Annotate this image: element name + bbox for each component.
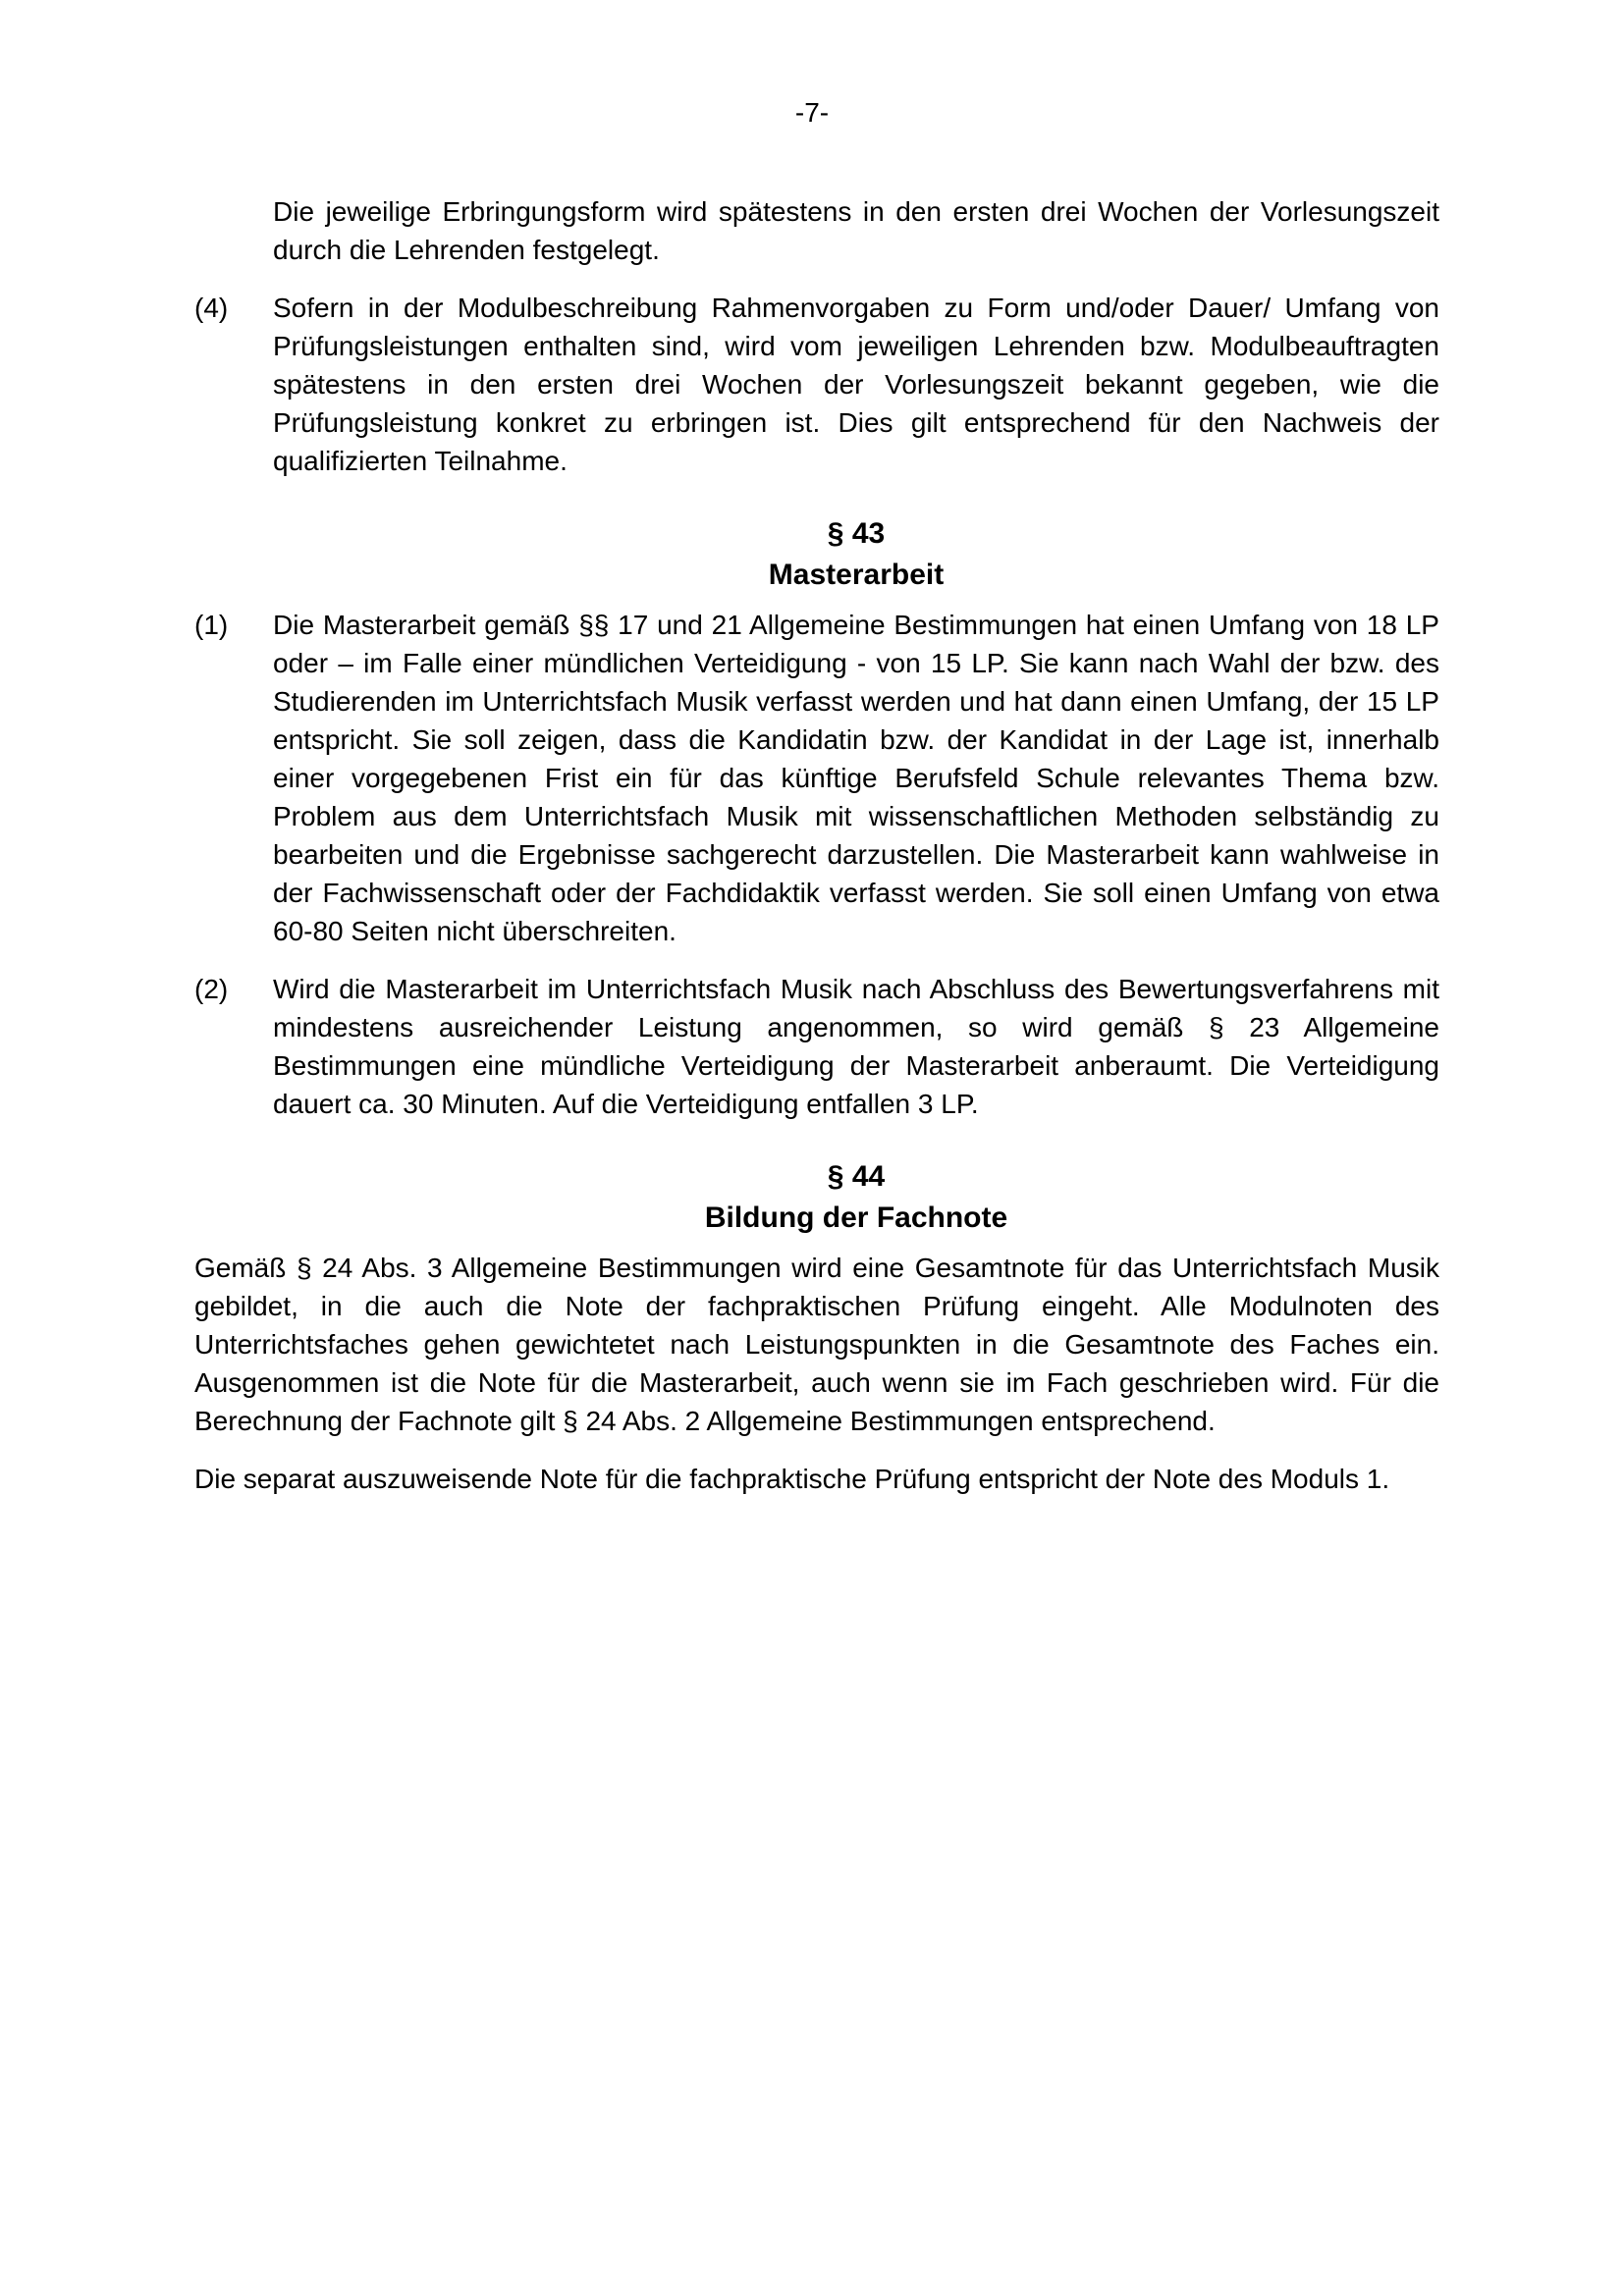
- item-number: (4): [194, 293, 229, 323]
- section-43-item-2: [194, 970, 1439, 1123]
- section-43-number: § 43: [827, 517, 886, 550]
- section-44-title: Bildung der Fachnote: [704, 1201, 1008, 1234]
- section-44-heading: [194, 1156, 1439, 1239]
- item-text: Wird die Masterarbeit im Unterrichtsfach Musik nach Abschluss des Bewertungsverfahrens mit mindestens ausreichender Leistung angenommen, so wird gemäß § 23 Allgemeine Bestimmungen eine mündliche Verteidigung der Masterarbeit anberaumt. Die Verteidigung dauert ca. 30 Minuten. Auf die Verteidigung entfallen 3 LP.: [273, 974, 1439, 1119]
- list-item-4: [194, 289, 1439, 480]
- document-body: [194, 192, 1439, 1498]
- intro-paragraph: Die jeweilige Erbringungsform wird spätestens in den ersten drei Wochen der Vorlesungszeit durch die Lehrenden festgelegt.: [273, 196, 1439, 265]
- section-44-number: § 44: [827, 1160, 886, 1193]
- section-43-item-1: [194, 606, 1439, 950]
- section-43-title: Masterarbeit: [768, 559, 945, 591]
- item-number: (1): [194, 610, 229, 640]
- section-44-paragraph-1: Gemäß § 24 Abs. 3 Allgemeine Bestimmungen wird eine Gesamtnote für das Unterrichtsfach Musik gebildet, in die auch die Note der fachpraktischen Prüfung eingeht. Alle Modulnoten des Unterrichtsfaches gehen gewichtetet nach Leistungspunkten in die Gesamtnote des Faches ein. Ausgenommen ist die Note für die Masterarbeit, auch wenn sie im Fach geschrieben wird. Für die Berechnung der Fachnote gilt § 24 Abs. 2 Allgemeine Bestimmungen entsprechend.: [194, 1253, 1439, 1436]
- item-text: Die Masterarbeit gemäß §§ 17 und 21 Allgemeine Bestimmungen hat einen Umfang von 18 LP oder – im Falle einer mündlichen Verteidigung - von 15 LP. Sie kann nach Wahl der bzw. des Studierenden im Unterrichtsfach Musik verfasst werden und hat dann einen Umfang, der 15 LP entspricht. Sie soll zeigen, dass die Kandidatin bzw. der Kandidat in der Lage ist, innerhalb einer vorgegebenen Frist ein für das künftige Berufsfeld Schule relevantes Thema bzw. Problem aus dem Unterrichtsfach Musik mit wissenschaftlichen Methoden selbständig zu bearbeiten und die Ergebnisse sachgerecht darzustellen. Die Masterarbeit kann wahlweise in der Fachwissenschaft oder der Fachdidaktik verfasst werden. Sie soll einen Umfang von etwa 60-80 Seiten nicht überschreiten.: [273, 610, 1439, 946]
- item-number: (2): [194, 974, 229, 1004]
- section-43-heading: [194, 513, 1439, 596]
- section-44-paragraph-2: Die separat auszuweisende Note für die fachpraktische Prüfung entspricht der Note des Moduls 1.: [194, 1464, 1390, 1494]
- item-text: Sofern in der Modulbeschreibung Rahmenvorgaben zu Form und/oder Dauer/ Umfang von Prüfungsleistungen enthalten sind, wird vom jeweiligen Lehrenden bzw. Modulbeauftragten spätestens in den ersten drei Wochen der Vorlesungszeit bekannt gegeben, wie die Prüfungsleistung konkret zu erbringen ist. Dies gilt entsprechend für den Nachweis der qualifizierten Teilnahme.: [273, 293, 1439, 476]
- page-number: -7-: [794, 97, 830, 128]
